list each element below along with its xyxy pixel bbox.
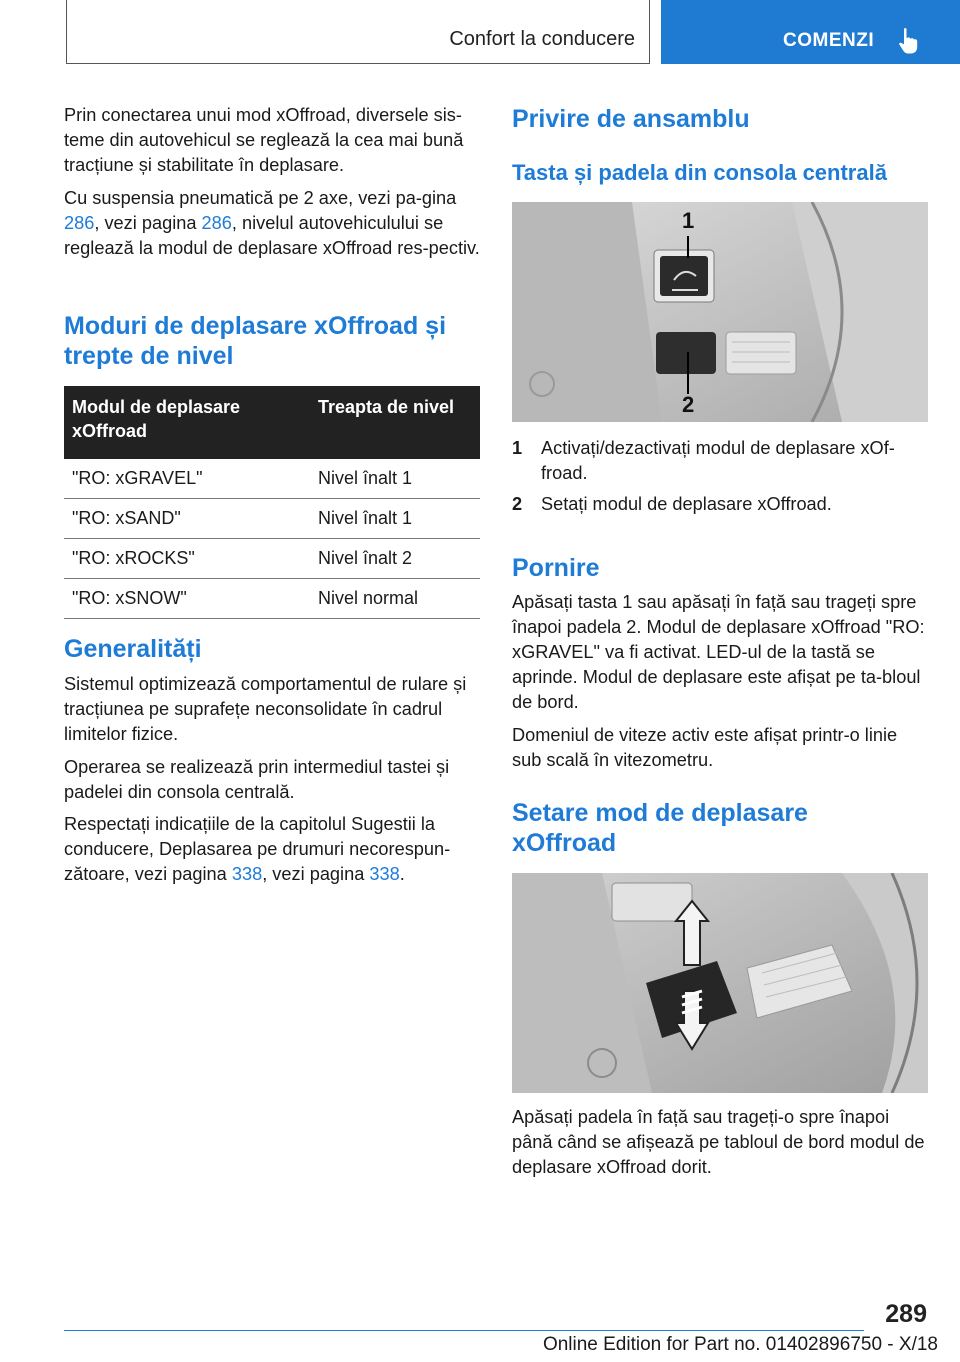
- intro-text-b: , vezi pagina: [94, 213, 202, 233]
- col-header-level: Treapta de nivel: [310, 386, 480, 459]
- mode-cell: "RO: xSNOW": [64, 579, 310, 619]
- header-section-box: [66, 0, 650, 64]
- page-link-338-a[interactable]: 338: [231, 864, 263, 884]
- level-cell: Nivel înalt 2: [310, 539, 480, 579]
- intro-paragraph-1: Prin conectarea unui mod xOffroad, diversele sis-teme din autovehicul se reglează la cea mai bună tracțiune și stabilitate în deplasare.: [64, 105, 464, 175]
- item-text: Setați modul de deplasare xOffroad.: [541, 494, 832, 514]
- console-photo: [512, 202, 928, 422]
- general-paragraph-1: Sistemul optimizează comportamentul de rulare și tracțiunea pe suprafețe neconsolidate în cadrul limitelor fizice.: [64, 674, 467, 744]
- general-paragraph-2: Operarea se realizează prin intermediul tastei și padelei din consola centrală.: [64, 757, 450, 802]
- general-text-b: , vezi pagina: [262, 864, 370, 884]
- overview-heading: Privire de ansamblu: [512, 105, 750, 133]
- page-number: 289: [885, 1300, 927, 1328]
- footer-edition: Online Edition for Part no. 01402896750 - X/18: [542, 1334, 938, 1355]
- callout-2: 2: [682, 392, 695, 417]
- mode-cell: "RO: xROCKS": [64, 539, 310, 579]
- start-paragraph-1: Apăsați tasta 1 sau apăsați în față sau trageți spre înapoi padela 2. Modul de deplasare xOffroad "RO: xGRAVEL" va fi activat. LED-ul de la tastă se aprinde. Modul de deplasare este afișat pe ta-bloul de bord.: [512, 592, 925, 712]
- col-header-mode: Modul de deplasare xOffroad: [64, 386, 310, 459]
- modes-table-header: [64, 386, 480, 459]
- set-mode-paragraph: Apăsați padela în față sau trageți-o spre înapoi până când se afișează pe tabloul de bord modul de deplasare xOffroad dorit.: [512, 1107, 925, 1177]
- modes-heading-line1: Moduri de deplasare xOffroad și: [64, 312, 447, 340]
- table-row: [64, 579, 480, 619]
- level-cell: Nivel înalt 1: [310, 459, 480, 499]
- intro-text-a: Cu suspensia pneumatică pe 2 axe, vezi pa-gina: [64, 188, 457, 208]
- header-chapter-label: COMENZI: [783, 30, 875, 51]
- header-section-title: Confort la conducere: [449, 28, 635, 50]
- intro-paragraph-2: [64, 186, 480, 261]
- console-heading: Tasta și padela din consola centrală: [512, 160, 887, 185]
- mode-cell: "RO: xSAND": [64, 499, 310, 539]
- item-number: 2: [512, 494, 523, 514]
- page-link-286-a[interactable]: 286: [64, 213, 95, 233]
- page-link-286-b[interactable]: 286: [201, 213, 232, 233]
- start-heading: Pornire: [512, 554, 600, 582]
- set-mode-heading-line1: Setare mod de deplasare: [512, 799, 808, 827]
- console-illustration: [512, 202, 928, 422]
- modes-heading-line2: trepte de nivel: [64, 342, 234, 370]
- table-row: [64, 539, 480, 579]
- list-item: [512, 492, 928, 517]
- table-row: [64, 459, 480, 499]
- general-paragraph-3: [64, 812, 480, 887]
- hand-pointer-icon: [897, 27, 921, 55]
- footer-divider: [64, 1330, 864, 1331]
- general-heading: Generalități: [64, 635, 202, 663]
- general-text-c: .: [399, 864, 405, 884]
- callout-1: 1: [682, 208, 695, 233]
- set-mode-heading: [512, 798, 928, 858]
- list-item: [512, 436, 928, 486]
- set-mode-heading-line2: xOffroad: [512, 829, 617, 857]
- start-paragraph-2: Domeniul de viteze activ este afișat printr-o linie sub scală în vitezometru.: [512, 725, 898, 770]
- modes-table: [64, 386, 480, 619]
- mode-cell: "RO: xGRAVEL": [64, 459, 310, 499]
- general-text-a: Respectați indicațiile de la capitolul Sugestii la conducere, Deplasarea pe drumuri necorespun-zătoare, vezi pagina: [64, 814, 451, 884]
- paddle-photo: [512, 873, 928, 1093]
- level-cell: Nivel înalt 1: [310, 499, 480, 539]
- level-cell: Nivel normal: [310, 579, 480, 619]
- item-text: Activați/dezactivați modul de deplasare xOf-froad.: [541, 438, 895, 483]
- intro-text-c: , nivelul autovehiculului se reglează la modul de deplasare xOffroad res-pectiv.: [64, 213, 480, 258]
- modes-heading: [64, 311, 480, 371]
- paddle-illustration: [512, 873, 928, 1093]
- table-row: [64, 499, 480, 539]
- header-chapter-tab[interactable]: [661, 0, 960, 64]
- item-number: 1: [512, 438, 523, 458]
- page-link-338-b[interactable]: 338: [369, 864, 400, 884]
